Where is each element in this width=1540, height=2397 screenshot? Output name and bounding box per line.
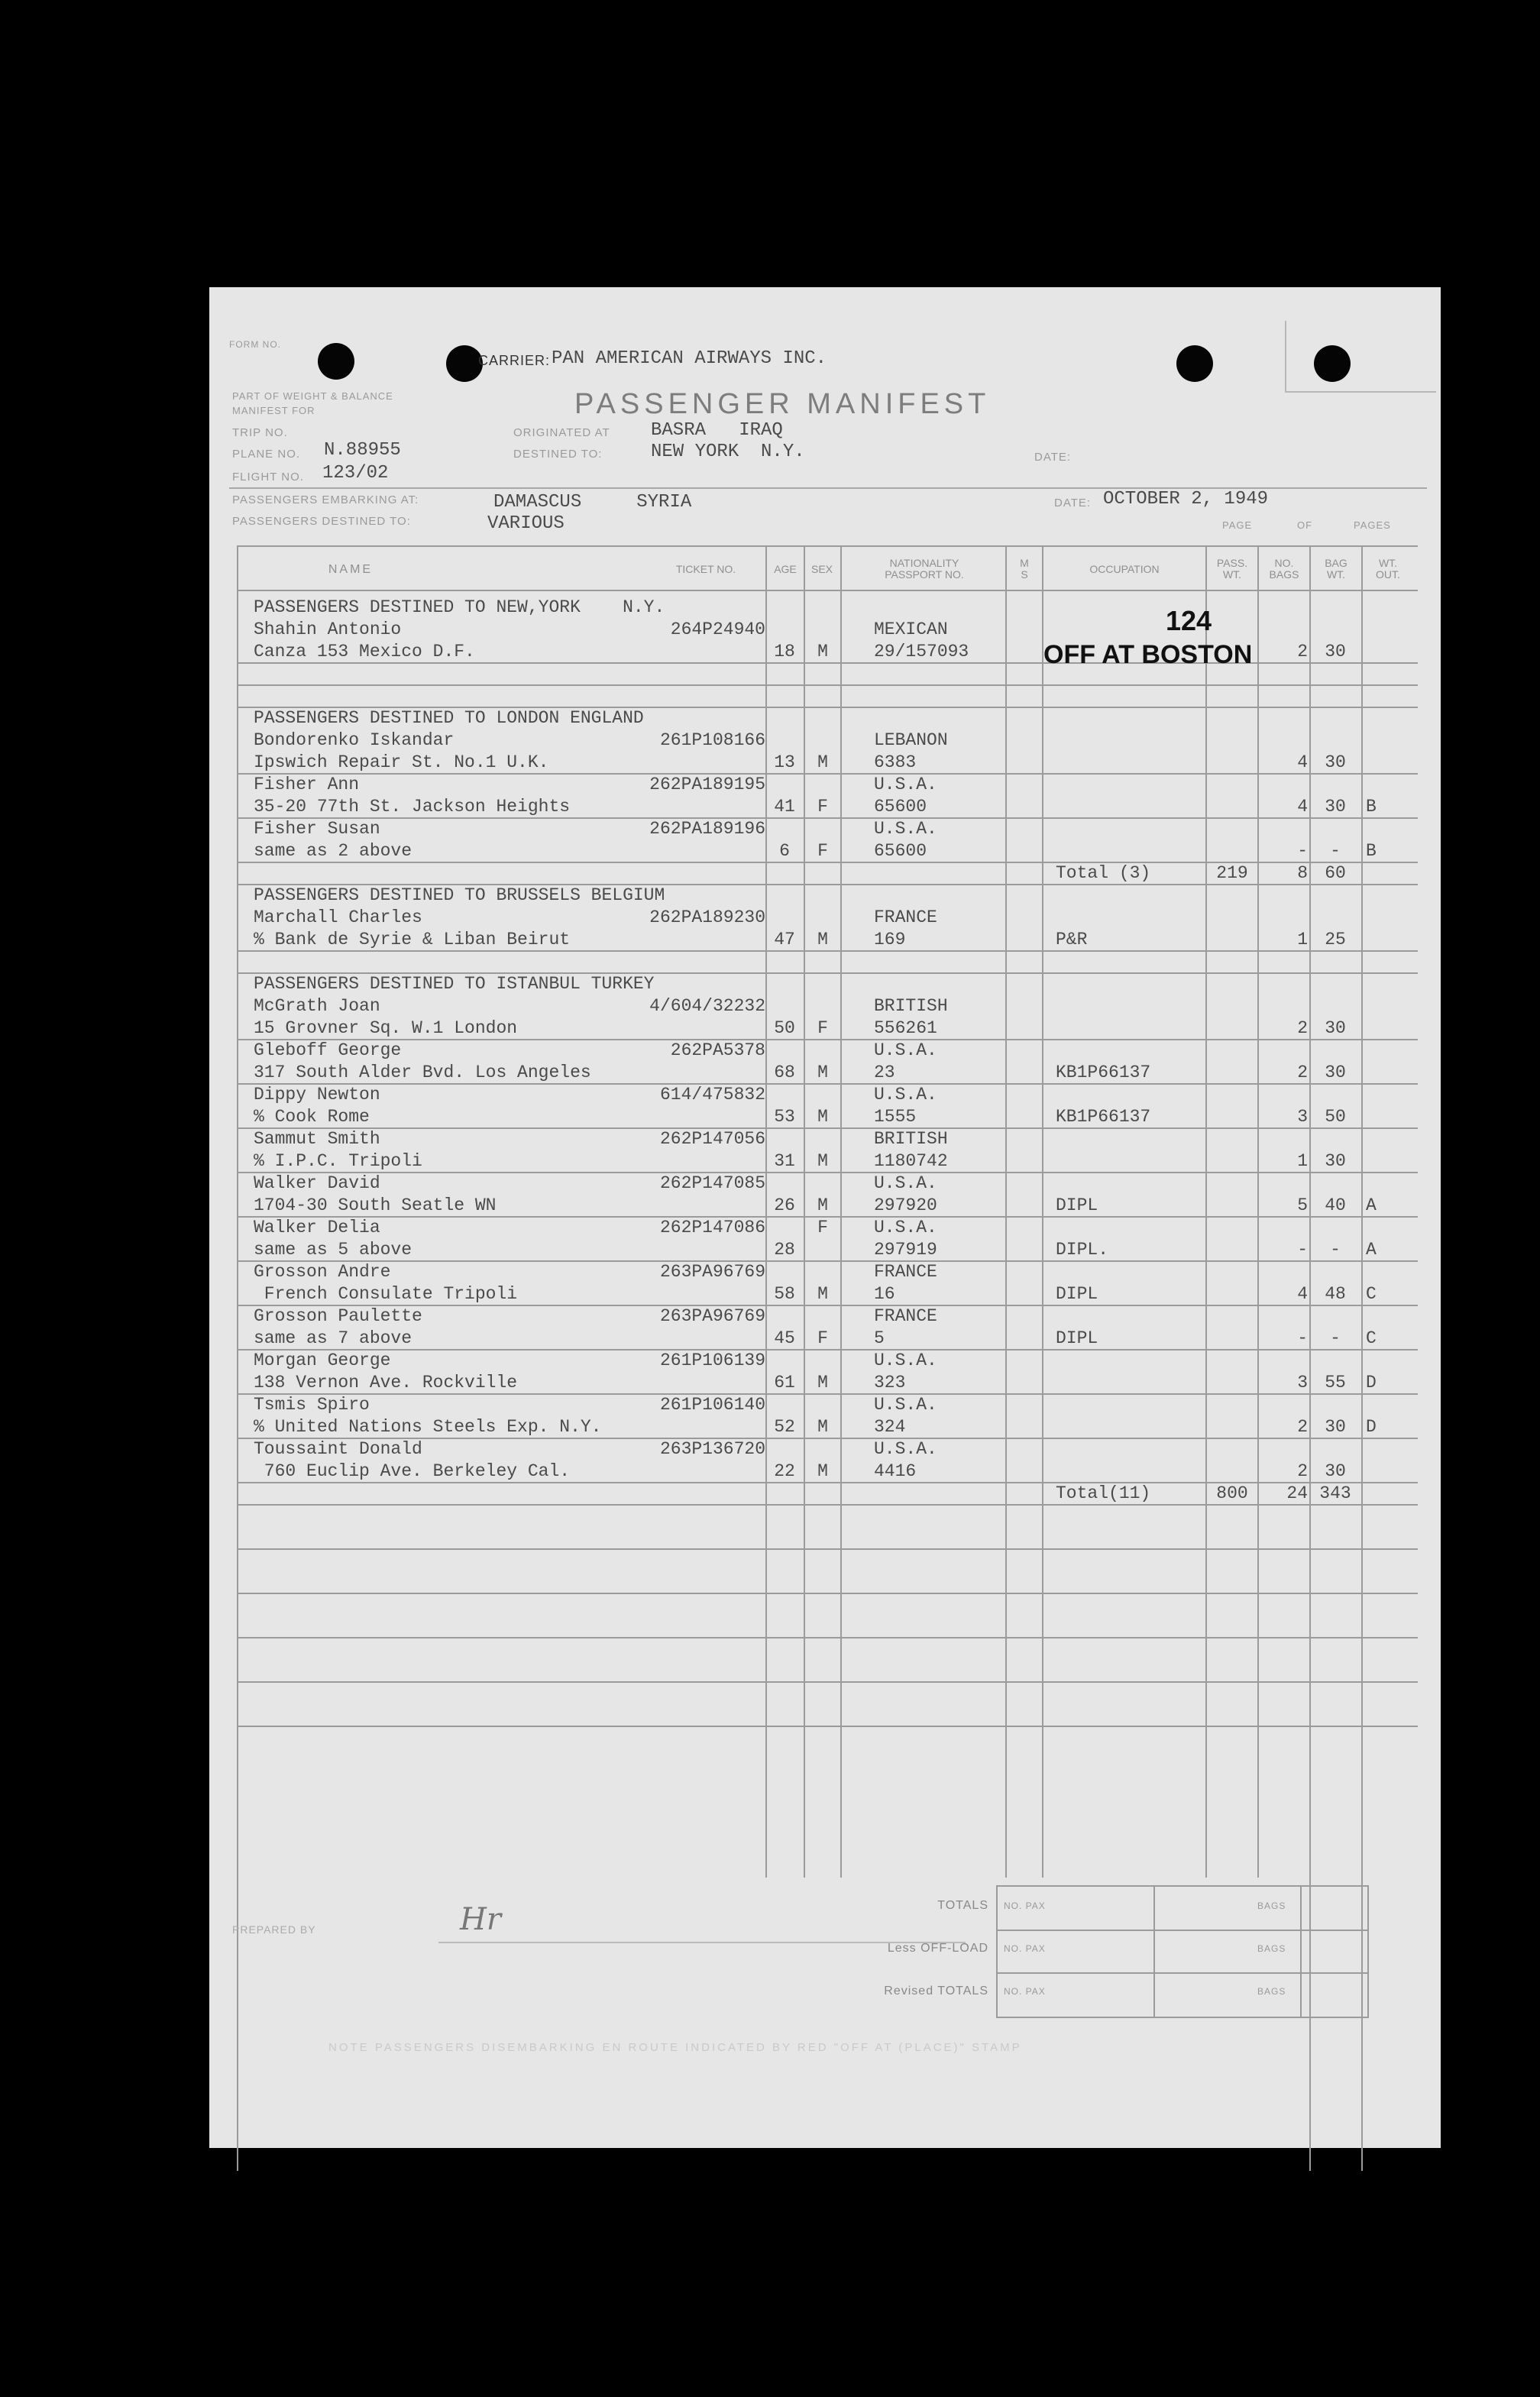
totals-no-pax-label: NO. PAX bbox=[1004, 1900, 1046, 1911]
name-cell: 35-20 77th St. Jackson Heights bbox=[254, 797, 571, 817]
totals-box-divider-2 bbox=[1300, 1885, 1302, 2017]
col-no-bags-line-1: NO. bbox=[1274, 557, 1294, 569]
sex-cell: M bbox=[817, 752, 828, 772]
col-name: NAME bbox=[328, 563, 374, 576]
name-cell: Marchall Charles bbox=[254, 907, 422, 927]
bags-count-cell: 24 bbox=[1286, 1483, 1308, 1503]
bag-weight-cell: 30 bbox=[1325, 1151, 1346, 1171]
nationality-cell: 323 bbox=[874, 1373, 906, 1393]
passengers-destined-label: PASSENGERS DESTINED TO: bbox=[232, 515, 411, 528]
nationality-cell: FRANCE bbox=[874, 1262, 937, 1282]
sex-cell: F bbox=[817, 1018, 828, 1038]
totals-bags-label: BAGS bbox=[1257, 1900, 1286, 1911]
col-ticket: TICKET NO. bbox=[675, 563, 736, 575]
bags-count-cell: 2 bbox=[1297, 642, 1308, 662]
bags-count-cell: 2 bbox=[1297, 1417, 1308, 1437]
bag-weight-cell: 40 bbox=[1325, 1195, 1346, 1215]
table-row bbox=[209, 596, 1441, 618]
name-cell: Canza 153 Mexico D.F. bbox=[254, 642, 475, 662]
sex-cell: M bbox=[817, 1151, 828, 1171]
bag-weight-cell: 48 bbox=[1325, 1284, 1346, 1304]
manifest-sheet bbox=[209, 287, 1441, 2148]
name-cell: Walker David bbox=[254, 1173, 380, 1193]
sex-cell: M bbox=[817, 1107, 828, 1127]
bag-weight-cell: 30 bbox=[1325, 1063, 1346, 1082]
name-cell: 15 Grovner Sq. W.1 London bbox=[254, 1018, 518, 1038]
totals-box bbox=[996, 1885, 1369, 2018]
table-row bbox=[209, 729, 1441, 751]
age-cell: 6 bbox=[779, 841, 790, 861]
name-cell: % United Nations Steels Exp. N.Y. bbox=[254, 1417, 602, 1437]
name-cell: French Consulate Tripoli bbox=[254, 1284, 518, 1304]
col-ms bbox=[1007, 558, 1042, 581]
table-row bbox=[209, 1127, 1441, 1150]
totals-box-rule-1 bbox=[996, 1930, 1367, 1931]
col-ms-line-1: M bbox=[1020, 557, 1029, 569]
name-cell: same as 5 above bbox=[254, 1240, 412, 1260]
table-row bbox=[209, 972, 1441, 995]
occupation-cell: Total(11) bbox=[1056, 1483, 1151, 1503]
passengers-destined-value: VARIOUS bbox=[487, 513, 565, 534]
nationality-cell: U.S.A. bbox=[874, 1218, 937, 1237]
table-row bbox=[209, 1371, 1441, 1393]
pass-weight-cell: 219 bbox=[1216, 863, 1248, 883]
col-no-bags-line-2: BAGS bbox=[1269, 568, 1299, 581]
ticket-cell: 261P106139 bbox=[659, 1351, 765, 1370]
bags-count-cell: 4 bbox=[1297, 1284, 1308, 1304]
bag-weight-cell: 30 bbox=[1325, 642, 1346, 662]
age-cell: 45 bbox=[774, 1328, 795, 1348]
sex-cell: F bbox=[817, 841, 828, 861]
sex-cell: M bbox=[817, 1461, 828, 1481]
revised-bags-label: BAGS bbox=[1257, 1986, 1286, 1997]
stamp-number: 124 bbox=[1166, 605, 1212, 636]
ticket-cell: 263P136720 bbox=[659, 1439, 765, 1459]
table-row bbox=[209, 862, 1441, 884]
destined-label: DESTINED TO: bbox=[513, 448, 603, 461]
nationality-cell: U.S.A. bbox=[874, 1173, 937, 1193]
col-nationality-line-2: PASSPORT NO. bbox=[885, 568, 964, 581]
bag-weight-cell: 60 bbox=[1325, 863, 1346, 883]
bag-weight-cell: - bbox=[1330, 841, 1341, 861]
age-cell: 31 bbox=[774, 1151, 795, 1171]
sex-cell: M bbox=[817, 1195, 828, 1215]
pages-label: PAGES bbox=[1354, 519, 1391, 531]
form-purpose-line-1: PART OF WEIGHT & BALANCE bbox=[232, 390, 393, 402]
bag-weight-cell: 30 bbox=[1325, 1417, 1346, 1437]
bag-weight-cell: 30 bbox=[1325, 1018, 1346, 1038]
table-row bbox=[209, 1393, 1441, 1415]
occupation-cell: P&R bbox=[1056, 930, 1088, 949]
table-row bbox=[209, 1061, 1441, 1083]
code-cell: C bbox=[1366, 1328, 1377, 1348]
col-pass-wt-line-2: WT. bbox=[1222, 568, 1242, 581]
bags-count-cell: 2 bbox=[1297, 1018, 1308, 1038]
table-row bbox=[209, 1216, 1441, 1238]
bags-count-cell: 8 bbox=[1297, 863, 1308, 883]
ticket-cell: 262P147086 bbox=[659, 1218, 765, 1237]
bags-count-cell: 1 bbox=[1297, 1151, 1308, 1171]
nationality-cell: 1180742 bbox=[874, 1151, 948, 1171]
occupation-cell: KB1P66137 bbox=[1056, 1063, 1151, 1082]
blank-row-rule bbox=[237, 1681, 1418, 1683]
name-cell: PASSENGERS DESTINED TO ISTANBUL TURKEY bbox=[254, 974, 655, 994]
nationality-cell: LEBANON bbox=[874, 730, 948, 750]
name-cell: Fisher Susan bbox=[254, 819, 380, 839]
table-row bbox=[209, 817, 1441, 839]
occupation-cell: KB1P66137 bbox=[1056, 1107, 1151, 1127]
prepared-by-label: PREPARED BY bbox=[232, 1923, 316, 1936]
bag-weight-cell: 25 bbox=[1325, 930, 1346, 949]
age-cell: 22 bbox=[774, 1461, 795, 1481]
code-cell: A bbox=[1366, 1240, 1377, 1260]
age-cell: 28 bbox=[774, 1240, 795, 1260]
name-cell: Ipswich Repair St. No.1 U.K. bbox=[254, 752, 549, 772]
nationality-cell: 324 bbox=[874, 1417, 906, 1437]
bag-weight-cell: 30 bbox=[1325, 797, 1346, 817]
name-cell: Grosson Andre bbox=[254, 1262, 391, 1282]
table-row bbox=[209, 1283, 1441, 1305]
bags-count-cell: - bbox=[1297, 1240, 1308, 1260]
nationality-cell: U.S.A. bbox=[874, 819, 937, 839]
row-rule bbox=[237, 1504, 1418, 1506]
nationality-cell: U.S.A. bbox=[874, 1085, 937, 1105]
nationality-cell: 65600 bbox=[874, 797, 927, 817]
occupation-cell: DIPL. bbox=[1056, 1240, 1109, 1260]
ticket-cell: 262PA189195 bbox=[649, 775, 765, 794]
age-cell: 41 bbox=[774, 797, 795, 817]
sex-cell: F bbox=[817, 797, 828, 817]
embarking-label: PASSENGERS EMBARKING AT: bbox=[232, 493, 419, 506]
blank-row-rule bbox=[237, 1726, 1418, 1727]
table-row bbox=[209, 950, 1441, 972]
of-label: OF bbox=[1297, 519, 1313, 531]
bag-weight-cell: - bbox=[1330, 1240, 1341, 1260]
age-cell: 68 bbox=[774, 1063, 795, 1082]
bags-count-cell: 3 bbox=[1297, 1107, 1308, 1127]
form-purpose-line-2: MANIFEST FOR bbox=[232, 405, 315, 416]
col-bag-wt-line-1: BAG bbox=[1325, 557, 1348, 569]
bags-count-cell: 1 bbox=[1297, 930, 1308, 949]
ticket-cell: 262P147056 bbox=[659, 1129, 765, 1149]
name-cell: Sammut Smith bbox=[254, 1129, 380, 1149]
name-cell: Toussaint Donald bbox=[254, 1439, 422, 1459]
bags-count-cell: - bbox=[1297, 1328, 1308, 1348]
date-label: DATE: bbox=[1034, 451, 1072, 464]
age-cell: 58 bbox=[774, 1284, 795, 1304]
bags-count-cell: 4 bbox=[1297, 752, 1308, 772]
nationality-cell: BRITISH bbox=[874, 1129, 948, 1149]
age-cell: 47 bbox=[774, 930, 795, 949]
table-row bbox=[209, 1105, 1441, 1127]
sex-cell: M bbox=[817, 1417, 828, 1437]
col-pass-wt bbox=[1207, 558, 1257, 581]
nationality-cell: MEXICAN bbox=[874, 619, 948, 639]
col-age: AGE bbox=[774, 563, 797, 575]
nationality-cell: 297919 bbox=[874, 1240, 937, 1260]
sex-cell: M bbox=[817, 1284, 828, 1304]
col-wt-out-line-2: OUT. bbox=[1376, 568, 1400, 581]
revised-no-pax-label: NO. PAX bbox=[1004, 1986, 1046, 1997]
embarking-value: DAMASCUS SYRIA bbox=[493, 492, 692, 513]
table-row bbox=[209, 751, 1441, 773]
col-no-bags bbox=[1259, 558, 1309, 581]
sex-cell: M bbox=[817, 642, 828, 662]
name-cell: Shahin Antonio bbox=[254, 619, 402, 639]
table-row bbox=[209, 1150, 1441, 1172]
nationality-cell: 297920 bbox=[874, 1195, 937, 1215]
footnote: NOTE PASSENGERS DISEMBARKING EN ROUTE INDICATED BY RED "OFF AT (PLACE)" STAMP bbox=[328, 2041, 1022, 2054]
destined-value: NEW YORK N.Y. bbox=[651, 442, 805, 462]
nationality-cell: U.S.A. bbox=[874, 1395, 937, 1415]
nationality-cell: 169 bbox=[874, 930, 906, 949]
col-ms-line-2: S bbox=[1021, 568, 1028, 581]
table-row bbox=[209, 1194, 1441, 1216]
form-number-label: FORM NO. bbox=[229, 339, 281, 350]
code-cell: A bbox=[1366, 1195, 1377, 1215]
ticket-cell: 261P106140 bbox=[659, 1395, 765, 1415]
nationality-cell: 1555 bbox=[874, 1107, 917, 1127]
name-cell: 760 Euclip Ave. Berkeley Cal. bbox=[254, 1461, 571, 1481]
nationality-cell: U.S.A. bbox=[874, 1351, 937, 1370]
col-wt-out-line-1: WT. bbox=[1378, 557, 1398, 569]
nationality-cell: FRANCE bbox=[874, 1306, 937, 1326]
punch-hole bbox=[318, 343, 354, 380]
ticket-cell: 261P108166 bbox=[659, 730, 765, 750]
name-cell: Fisher Ann bbox=[254, 775, 360, 794]
bags-count-cell: 3 bbox=[1297, 1373, 1308, 1393]
totals-box-divider bbox=[1153, 1885, 1155, 2017]
name-cell: Tsmis Spiro bbox=[254, 1395, 370, 1415]
name-cell: Gleboff George bbox=[254, 1040, 402, 1060]
code-cell: D bbox=[1366, 1373, 1377, 1393]
nationality-cell: 556261 bbox=[874, 1018, 937, 1038]
table-row bbox=[209, 884, 1441, 906]
bag-weight-cell: 343 bbox=[1319, 1483, 1351, 1503]
table-top-rule bbox=[237, 545, 1418, 547]
date2-label: DATE: bbox=[1054, 497, 1092, 509]
ticket-cell: 262PA189196 bbox=[649, 819, 765, 839]
totals-label: TOTALS bbox=[937, 1899, 988, 1912]
occupation-cell: DIPL bbox=[1056, 1195, 1098, 1215]
name-cell: Dippy Newton bbox=[254, 1085, 380, 1105]
nationality-cell: U.S.A. bbox=[874, 1040, 937, 1060]
table-row bbox=[209, 1349, 1441, 1371]
table-row bbox=[209, 795, 1441, 817]
sex-cell: F bbox=[817, 1328, 828, 1348]
table-row bbox=[209, 1260, 1441, 1283]
nationality-cell: 16 bbox=[874, 1284, 895, 1304]
blank-row-rule bbox=[237, 1548, 1418, 1550]
table-row bbox=[209, 640, 1441, 662]
table-row bbox=[209, 839, 1441, 862]
table-row bbox=[209, 1238, 1441, 1260]
name-cell: PASSENGERS DESTINED TO BRUSSELS BELGIUM bbox=[254, 885, 665, 905]
code-cell: B bbox=[1366, 797, 1377, 817]
bags-count-cell: 4 bbox=[1297, 797, 1308, 817]
table-row bbox=[209, 684, 1441, 707]
nationality-cell: 23 bbox=[874, 1063, 895, 1082]
trip-no-label: TRIP NO. bbox=[232, 426, 288, 439]
occupation-cell: Total (3) bbox=[1056, 863, 1151, 883]
bags-count-cell: 2 bbox=[1297, 1063, 1308, 1082]
offload-no-pax-label: NO. PAX bbox=[1004, 1943, 1046, 1954]
col-bag-wt bbox=[1311, 558, 1361, 581]
sex-cell: M bbox=[817, 930, 828, 949]
bag-weight-cell: 50 bbox=[1325, 1107, 1346, 1127]
bags-count-cell: 2 bbox=[1297, 1461, 1308, 1481]
nationality-cell: BRITISH bbox=[874, 996, 948, 1016]
age-cell: 61 bbox=[774, 1373, 795, 1393]
table-row bbox=[209, 906, 1441, 928]
document-title: PASSENGER MANIFEST bbox=[574, 388, 991, 420]
bags-count-cell: 5 bbox=[1297, 1195, 1308, 1215]
col-nationality-line-1: NATIONALITY bbox=[889, 557, 959, 569]
table-row bbox=[209, 773, 1441, 795]
age-cell: 18 bbox=[774, 642, 795, 662]
originated-value: BASRA IRAQ bbox=[651, 420, 783, 441]
nationality-cell: 5 bbox=[874, 1328, 885, 1348]
nationality-cell: 6383 bbox=[874, 752, 917, 772]
prepared-by-signature: Hr bbox=[460, 1902, 502, 1937]
revised-totals-label: Revised TOTALS bbox=[884, 1985, 988, 1998]
name-cell: Bondorenko Iskandar bbox=[254, 730, 455, 750]
originated-label: ORIGINATED AT bbox=[513, 426, 610, 439]
sex-cell: M bbox=[817, 1373, 828, 1393]
age-cell: 53 bbox=[774, 1107, 795, 1127]
name-cell: Morgan George bbox=[254, 1351, 391, 1370]
name-cell: McGrath Joan bbox=[254, 996, 380, 1016]
pass-weight-cell: 800 bbox=[1216, 1483, 1248, 1503]
flight-no-label: FLIGHT NO. bbox=[232, 471, 304, 484]
plane-no-label: PLANE NO. bbox=[232, 448, 301, 461]
sex-cell: F bbox=[817, 1218, 828, 1237]
table-row bbox=[209, 1172, 1441, 1194]
age-cell: 13 bbox=[774, 752, 795, 772]
occupation-cell: DIPL bbox=[1056, 1328, 1098, 1348]
plane-no-value: N.88955 bbox=[324, 440, 401, 461]
name-cell: Walker Delia bbox=[254, 1218, 380, 1237]
table-row bbox=[209, 707, 1441, 729]
name-cell: 138 Vernon Ave. Rockville bbox=[254, 1373, 518, 1393]
nationality-cell: FRANCE bbox=[874, 907, 937, 927]
table-row bbox=[209, 1039, 1441, 1061]
totals-box-rule-2 bbox=[996, 1972, 1367, 1974]
nationality-cell: U.S.A. bbox=[874, 1439, 937, 1459]
col-pass-wt-line-1: PASS. bbox=[1216, 557, 1248, 569]
nationality-cell: 4416 bbox=[874, 1461, 917, 1481]
table-row bbox=[209, 1305, 1441, 1327]
table-row bbox=[209, 1327, 1441, 1349]
table-row bbox=[209, 928, 1441, 950]
table-row bbox=[209, 662, 1441, 684]
offload-bags-label: BAGS bbox=[1257, 1943, 1286, 1954]
name-cell: 1704-30 South Seatle WN bbox=[254, 1195, 497, 1215]
name-cell: 317 South Alder Bvd. Los Angeles bbox=[254, 1063, 591, 1082]
col-nationality bbox=[842, 558, 1007, 581]
ticket-cell: 262PA5378 bbox=[670, 1040, 765, 1060]
name-cell: PASSENGERS DESTINED TO LONDON ENGLAND bbox=[254, 708, 644, 728]
ticket-cell: 614/475832 bbox=[659, 1085, 765, 1105]
col-bag-wt-line-2: WT. bbox=[1326, 568, 1346, 581]
code-cell: C bbox=[1366, 1284, 1377, 1304]
table-row bbox=[209, 1083, 1441, 1105]
col-wt-out bbox=[1363, 558, 1413, 581]
ticket-cell: 262P147085 bbox=[659, 1173, 765, 1193]
name-cell: % Cook Rome bbox=[254, 1107, 370, 1127]
col-occupation: OCCUPATION bbox=[1089, 563, 1160, 575]
table-row bbox=[209, 618, 1441, 640]
punch-hole bbox=[446, 345, 483, 382]
code-cell: D bbox=[1366, 1417, 1377, 1437]
name-cell: % Bank de Syrie & Liban Beirut bbox=[254, 930, 571, 949]
bag-weight-cell: 30 bbox=[1325, 1461, 1346, 1481]
off-at-boston-stamp: OFF AT BOSTON bbox=[1043, 640, 1253, 669]
ticket-cell: 262PA189230 bbox=[649, 907, 765, 927]
name-cell: PASSENGERS DESTINED TO NEW,YORK N.Y. bbox=[254, 597, 665, 617]
age-cell: 26 bbox=[774, 1195, 795, 1215]
nationality-cell: U.S.A. bbox=[874, 775, 937, 794]
less-offload-label: Less OFF-LOAD bbox=[887, 1942, 988, 1955]
name-cell: % I.P.C. Tripoli bbox=[254, 1151, 422, 1171]
carrier-name: PAN AMERICAN AIRWAYS INC. bbox=[552, 348, 827, 369]
table-row bbox=[209, 1438, 1441, 1460]
bag-weight-cell: 55 bbox=[1325, 1373, 1346, 1393]
table-row bbox=[209, 995, 1441, 1017]
table-row bbox=[209, 1482, 1441, 1504]
blank-row-rule bbox=[237, 1593, 1418, 1594]
name-cell: Grosson Paulette bbox=[254, 1306, 422, 1326]
blank-row-rule bbox=[237, 1637, 1418, 1638]
carrier-label: CARRIER: bbox=[478, 353, 551, 368]
page-label: PAGE bbox=[1222, 519, 1253, 531]
ticket-cell: 263PA96769 bbox=[659, 1306, 765, 1326]
table-row bbox=[209, 1017, 1441, 1039]
nationality-cell: 29/157093 bbox=[874, 642, 969, 662]
ticket-cell: 264P24940 bbox=[670, 619, 765, 639]
bag-weight-cell: 30 bbox=[1325, 752, 1346, 772]
ticket-cell: 4/604/32232 bbox=[649, 996, 765, 1016]
table-row bbox=[209, 1460, 1441, 1482]
code-cell: B bbox=[1366, 841, 1377, 861]
ticket-cell: 263PA96769 bbox=[659, 1262, 765, 1282]
header-bottom-rule bbox=[237, 590, 1418, 591]
sex-cell: M bbox=[817, 1063, 828, 1082]
name-cell: same as 2 above bbox=[254, 841, 412, 861]
date2-value: OCTOBER 2, 1949 bbox=[1103, 489, 1269, 509]
age-cell: 52 bbox=[774, 1417, 795, 1437]
table-row bbox=[209, 1415, 1441, 1438]
occupation-cell: DIPL bbox=[1056, 1284, 1098, 1304]
punch-hole bbox=[1176, 345, 1213, 382]
bags-count-cell: - bbox=[1297, 841, 1308, 861]
flight-no-value: 123/02 bbox=[322, 463, 389, 484]
nationality-cell: 65600 bbox=[874, 841, 927, 861]
age-cell: 50 bbox=[774, 1018, 795, 1038]
corner-box bbox=[1285, 321, 1436, 393]
col-sex: SEX bbox=[810, 563, 833, 575]
bag-weight-cell: - bbox=[1330, 1328, 1341, 1348]
name-cell: same as 7 above bbox=[254, 1328, 412, 1348]
